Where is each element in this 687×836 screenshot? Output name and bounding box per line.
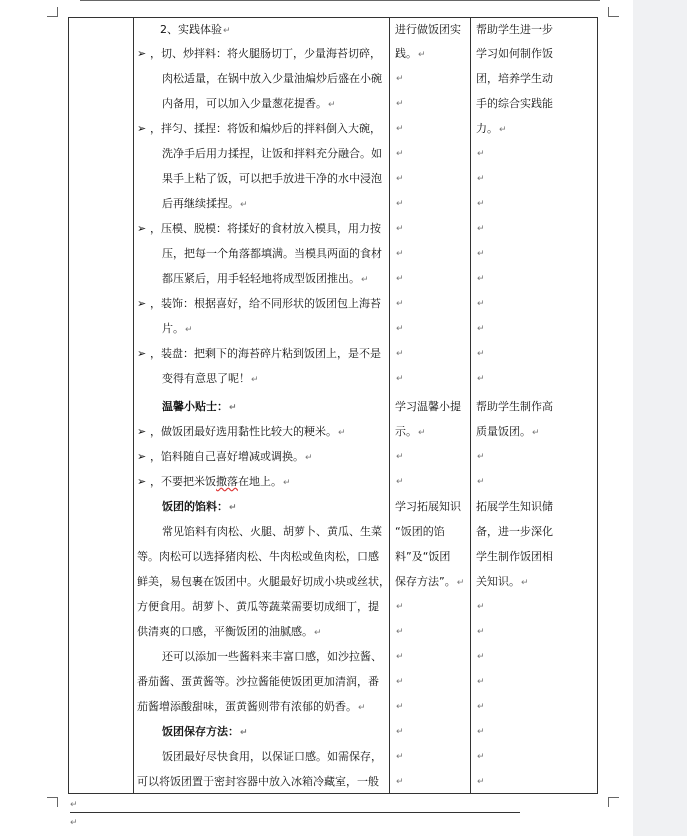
step-text: 变得有意思了呢！	[162, 372, 250, 385]
window-side-gutter	[633, 0, 687, 836]
table-border-col2	[133, 17, 134, 794]
activity-text: 学习温馨小提	[395, 400, 461, 413]
paragraph-mark: ↵	[185, 325, 193, 335]
paragraph-text: 常见馅料有肉松、火腿、胡萝卜、黄瓜、生菜	[162, 525, 382, 538]
purpose-text: 帮助学生进一步	[476, 23, 553, 36]
step-text: 片。	[162, 322, 184, 335]
crop-mark	[57, 797, 58, 807]
step-text: ，压模、脱模：将揉好的食材放入模具，用力按	[150, 222, 381, 235]
step-text: 洗净手后用力揉捏，让饭和拌料充分融合。如	[162, 147, 382, 160]
paragraph-mark: ↵	[396, 299, 404, 309]
paragraph-mark: ↵	[396, 777, 404, 787]
bullet-arrow-icon: ➢	[137, 347, 147, 360]
paragraph-text: 等。肉松可以选择猪肉松、牛肉松或鱼肉松，口感	[137, 550, 379, 563]
paragraph-mark: ↵	[477, 677, 485, 687]
bullet-arrow-icon: ➢	[137, 122, 147, 135]
table-top-border	[68, 17, 598, 18]
paragraph-mark: ↵	[396, 752, 404, 762]
step-text: ，拌匀、揉捏：将饭和煸炒后的拌料倒入大碗，	[150, 122, 381, 135]
paragraph-mark: ↵	[396, 727, 404, 737]
paragraph-mark: ↵	[396, 702, 404, 712]
section-title: 2、实践体验	[160, 23, 222, 36]
paragraph-mark: ↵	[305, 453, 313, 463]
table-border-col3	[389, 17, 390, 794]
paragraph-mark: ↵	[477, 727, 485, 737]
paragraph-mark: ↵	[477, 174, 485, 184]
paragraph-mark: ↵	[477, 149, 485, 159]
paragraph-mark: ↵	[396, 274, 404, 284]
paragraph-text: 供清爽的口感，平衡饭团的油腻感。	[137, 625, 313, 638]
paragraph-mark: ↵	[477, 299, 485, 309]
purpose-text: 学习如何制作饭	[476, 47, 553, 60]
paragraph-mark: ↵	[477, 199, 485, 209]
paragraph-mark: ↵	[477, 702, 485, 712]
bullet-arrow-icon: ➢	[137, 450, 147, 463]
bullet-arrow-icon: ➢	[137, 425, 147, 438]
purpose-text: 力。	[476, 122, 498, 135]
paragraph-mark: ↵	[328, 100, 336, 110]
step-text: 都压紧后，用手轻轻地将成型饭团推出。	[162, 272, 360, 285]
purpose-text: 团，培养学生动	[476, 72, 553, 85]
paragraph-mark: ↵	[477, 324, 485, 334]
paragraph-mark: ↵	[532, 428, 540, 438]
paragraph-mark: ↵	[229, 403, 237, 413]
paragraph-mark: ↵	[70, 800, 78, 810]
paragraph-text: 番茄酱、蛋黄酱等。沙拉酱能使饭团更加清润，番	[137, 675, 379, 688]
purpose-text: 质量饭团。	[476, 425, 531, 438]
activity-text: “饭团的馅	[395, 525, 445, 538]
tip-text: 在地上。	[238, 475, 282, 488]
purpose-text: 拓展学生知识储	[476, 500, 553, 513]
bullet-arrow-icon: ➢	[137, 297, 147, 310]
table-bottom-border	[68, 793, 598, 794]
paragraph-mark: ↵	[361, 275, 369, 285]
paragraph-mark: ↵	[477, 224, 485, 234]
paragraph-mark: ↵	[396, 602, 404, 612]
paragraph-mark: ↵	[396, 477, 404, 487]
paragraph-mark: ↵	[521, 578, 529, 588]
paragraph-mark: ↵	[477, 349, 485, 359]
paragraph-mark: ↵	[240, 728, 248, 738]
paragraph-mark: ↵	[396, 652, 404, 662]
paragraph-mark: ↵	[396, 627, 404, 637]
paragraph-mark: ↵	[396, 374, 404, 384]
bullet-arrow-icon: ➢	[137, 47, 147, 60]
paragraph-text: 鲜美，易包裹在饭团中。火腿最好切成小块或丝状，	[137, 575, 390, 588]
crop-mark	[47, 797, 57, 798]
paragraph-mark: ↵	[396, 199, 404, 209]
paragraph-mark: ↵	[418, 50, 426, 60]
paragraph-mark: ↵	[240, 200, 248, 210]
paragraph-mark: ↵	[358, 703, 366, 713]
step-text: 果手上粘了饭，可以把手放进干净的水中浸泡	[162, 172, 382, 185]
crop-mark	[47, 16, 57, 17]
activity-text: 进行做饭团实	[395, 23, 461, 36]
tip-text: ，不要把米饭	[150, 475, 216, 488]
paragraph-mark: ↵	[70, 818, 78, 828]
paragraph-mark: ↵	[396, 224, 404, 234]
table-border-col4	[470, 17, 471, 794]
table-border-left	[68, 17, 69, 794]
paragraph-mark: ↵	[477, 752, 485, 762]
table-border-right	[597, 17, 598, 794]
paragraph-mark: ↵	[396, 324, 404, 334]
page-top-line	[80, 0, 600, 1]
paragraph-text: 方便食用。胡萝卜、黄瓜等蔬菜需要切成细丁，提	[137, 600, 379, 613]
paragraph-mark: ↵	[456, 578, 465, 588]
filling-title: 饭团的馅料：	[162, 500, 228, 513]
activity-text: 料”及“饭团	[395, 550, 451, 563]
activity-text: 践。	[395, 47, 417, 60]
paragraph-mark: ↵	[396, 99, 404, 109]
paragraph-text: 可以将饭团置于密封容器中放入冰箱冷藏室，一般	[137, 775, 379, 788]
activity-text: 学习拓展知识	[395, 500, 461, 513]
paragraph-text: 饭团最好尽快食用，以保证口感。如需保存，	[162, 750, 382, 763]
paragraph-mark: ↵	[396, 124, 404, 134]
bullet-arrow-icon: ➢	[137, 475, 147, 488]
crop-mark	[609, 797, 619, 798]
paragraph-mark: ↵	[477, 249, 485, 259]
paragraph-mark: ↵	[499, 125, 507, 135]
paragraph-mark: ↵	[396, 149, 404, 159]
paragraph-mark: ↵	[477, 477, 485, 487]
crop-mark	[57, 7, 58, 17]
paragraph-mark: ↵	[251, 375, 259, 385]
paragraph-mark: ↵	[396, 452, 404, 462]
spellcheck-underlined-word[interactable]: 撒落	[216, 475, 238, 488]
paragraph-mark: ↵	[477, 452, 485, 462]
step-text: 肉松适量，在锅中放入少量油煸炒后盛在小碗	[162, 72, 382, 85]
footer-rule	[70, 812, 520, 813]
paragraph-text: 茄酱增添酸甜味，蛋黄酱则带有浓郁的奶香。	[137, 700, 357, 713]
purpose-text: 学生制作饭团相	[476, 550, 553, 563]
paragraph-mark: ↵	[283, 478, 291, 488]
crop-mark	[609, 16, 619, 17]
paragraph-mark: ↵	[477, 652, 485, 662]
paragraph-mark: ↵	[396, 249, 404, 259]
activity-text: 示。	[395, 425, 417, 438]
step-text: 后再继续揉捏。	[162, 197, 239, 210]
paragraph-mark: ↵	[477, 602, 485, 612]
paragraph-mark: ↵	[477, 274, 485, 284]
step-text: ，切、炒拌料：将火腿肠切丁，少量海苔切碎，	[150, 47, 381, 60]
paragraph-mark: ↵	[396, 74, 404, 84]
activity-text: 保存方法”。	[395, 575, 456, 588]
bullet-arrow-icon: ➢	[137, 222, 147, 235]
purpose-text: 备，进一步深化	[476, 525, 553, 538]
tip-text: ，馅料随自己喜好增减或调换。	[150, 450, 304, 463]
tip-text: ，做饭团最好选用黏性比较大的粳米。	[150, 425, 337, 438]
step-text: ，装盘：把剩下的海苔碎片粘到饭团上，是不是	[150, 347, 381, 360]
paragraph-mark: ↵	[338, 428, 346, 438]
purpose-text: 手的综合实践能	[476, 97, 553, 110]
step-text: ，装饰：根据喜好，给不同形状的饭团包上海苔	[150, 297, 381, 310]
paragraph-mark: ↵	[229, 503, 237, 513]
step-text: 内备用，可以加入少量葱花提香。	[162, 97, 327, 110]
paragraph-mark: ↵	[396, 174, 404, 184]
paragraph-mark: ↵	[396, 677, 404, 687]
purpose-text: 帮助学生制作高	[476, 400, 553, 413]
paragraph-mark: ↵	[223, 26, 231, 36]
paragraph-mark: ↵	[396, 349, 404, 359]
tips-title: 温馨小贴士：	[162, 400, 228, 413]
crop-mark	[608, 797, 609, 807]
paragraph-mark: ↵	[477, 627, 485, 637]
paragraph-mark: ↵	[477, 374, 485, 384]
paragraph-text: 还可以添加一些酱料来丰富口感，如沙拉酱、	[162, 650, 382, 663]
step-text: 压，把每一个角落都填满。当模具两面的食材	[162, 247, 382, 260]
paragraph-mark: ↵	[314, 628, 322, 638]
purpose-text: 关知识。	[476, 575, 520, 588]
paragraph-mark: ↵	[418, 428, 426, 438]
storage-title: 饭团保存方法：	[162, 725, 239, 738]
paragraph-mark: ↵	[477, 777, 485, 787]
